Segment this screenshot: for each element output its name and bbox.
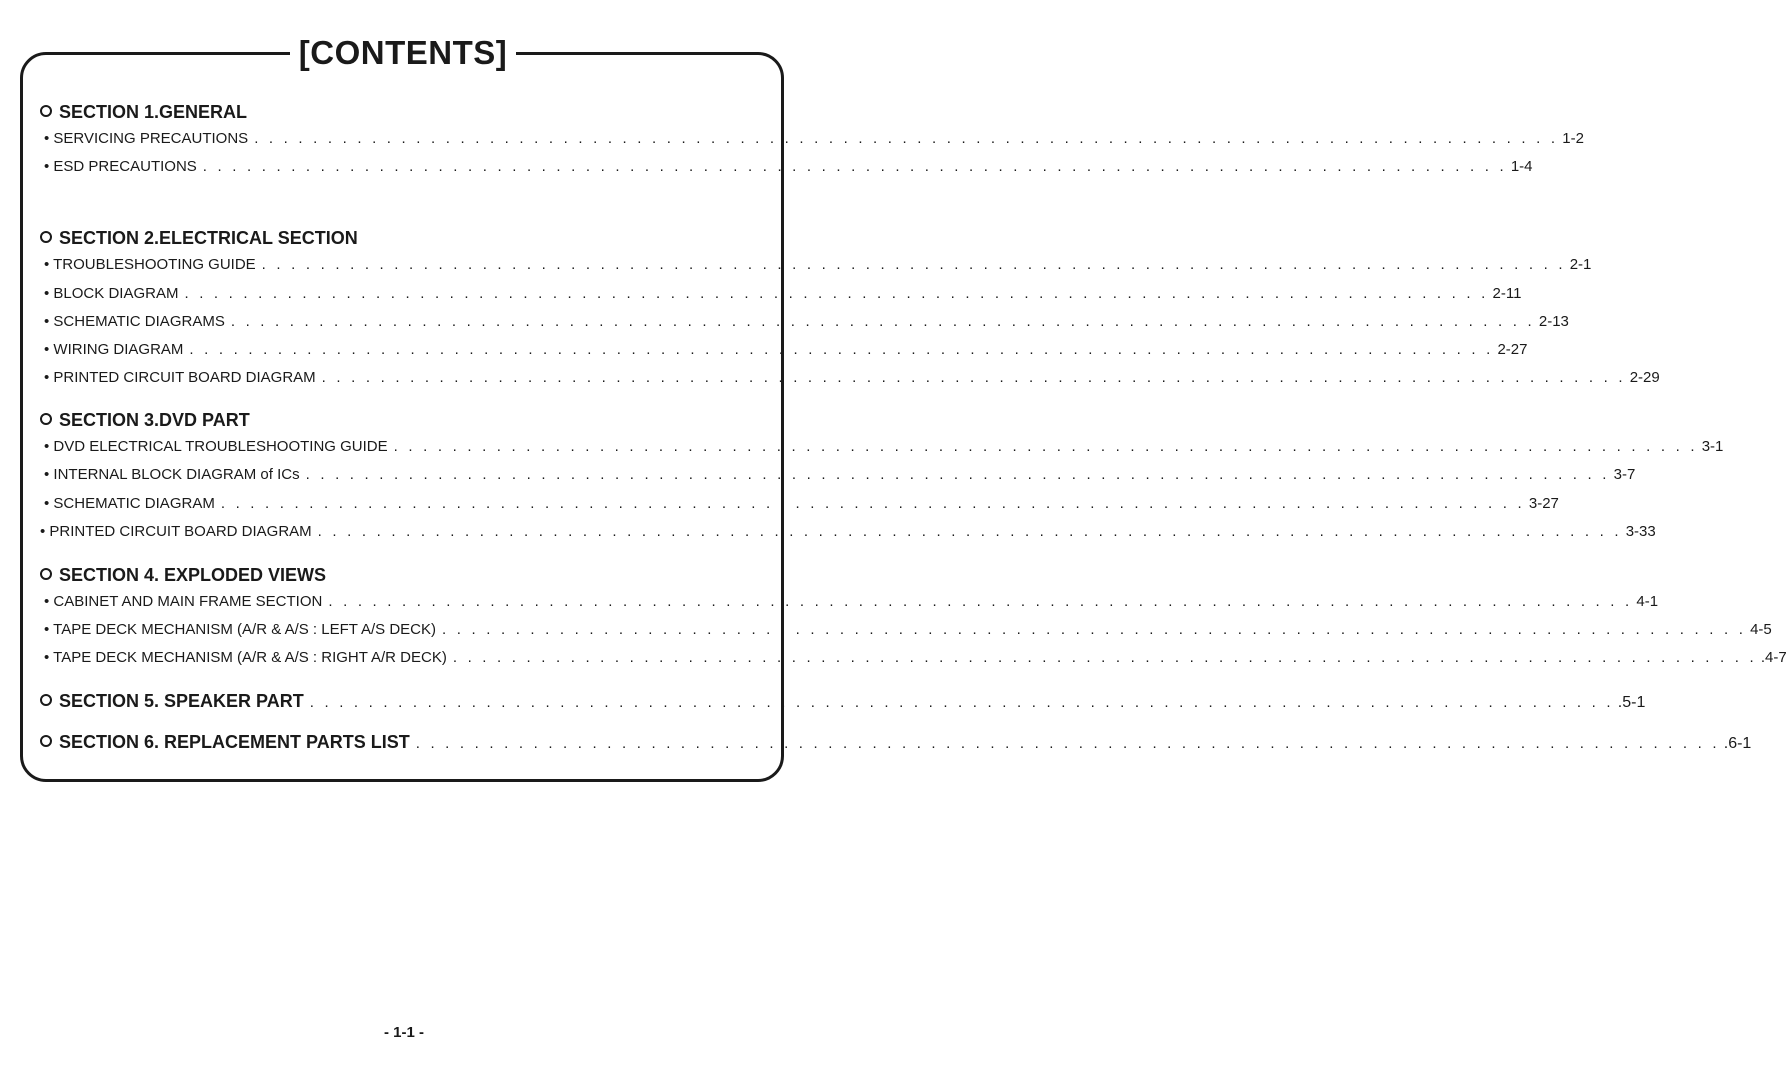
section-1-heading bbox=[40, 101, 247, 123]
toc-entry-page: 4-1 bbox=[1636, 593, 1659, 610]
toc-entry-page: 2-29 bbox=[1629, 369, 1660, 386]
section-1-title: SECTION 1.GENERAL bbox=[59, 102, 248, 122]
section-6-title bbox=[40, 731, 410, 753]
toc-entry bbox=[44, 340, 1528, 360]
page-number: - 1-1 - bbox=[383, 1024, 424, 1041]
toc-entry-label: • SCHEMATIC DIAGRAMS bbox=[44, 313, 225, 330]
toc-entry bbox=[44, 368, 1660, 388]
dot-leader: . . . . . . . . . . . . . . . . . . . . . . . . . . . . . . . . . . . . . . . . . . . . . . . . . . . . . . . . . . . . . . . . . . . . . . . . . . . . . . . . . . . . . . . . . bbox=[328, 593, 1633, 610]
toc-entry-page: 2-1 bbox=[1569, 256, 1592, 273]
toc-entry bbox=[44, 284, 1522, 304]
dot-leader: . . . . . . . . . . . . . . . . . . . . . . . . . . . . . . . . . . . . . . . . . . . . . . . . . . . . . . . . . . . . . . . . . . . . . . . . . . . . . . . . . . . . . . . . . bbox=[309, 694, 1614, 711]
toc-entry-page: 3-1 bbox=[1701, 438, 1724, 455]
dot-leader: . . . . . . . . . . . . . . . . . . . . . . . . . . . . . . . . . . . . . . . . . . . . . . . . . . . . . . . . . . . . . . . . . . . . . . . . . . . . . . . . . . . . . . . . . bbox=[184, 285, 1489, 302]
section-5-title bbox=[40, 690, 304, 712]
circle-bullet-icon bbox=[40, 231, 52, 243]
toc-entry-label: • DVD ELECTRICAL TROUBLESHOOTING GUIDE bbox=[44, 438, 388, 455]
toc-entry-label: • ESD PRECAUTIONS bbox=[44, 158, 197, 175]
toc-entry-page: 1-4 bbox=[1510, 158, 1533, 175]
page-title: [CONTENTS] bbox=[290, 30, 516, 76]
toc-entry-label: • TAPE DECK MECHANISM (A/R & A/S : RIGHT A/R DECK) bbox=[44, 649, 447, 666]
toc-entry-page: 2-11 bbox=[1492, 285, 1522, 302]
dot-leader: . . . . . . . . . . . . . . . . . . . . . . . . . . . . . . . . . . . . . . . . . . . . . . . . . . . . . . . . . . . . . . . . . . . . . . . . . . . . . . . . . . . . . . . . . bbox=[393, 438, 1698, 455]
section-5-heading bbox=[40, 690, 1646, 714]
section-5-title-text: SECTION 5. SPEAKER PART bbox=[59, 691, 304, 711]
toc-entry-page: 1-2 bbox=[1562, 130, 1584, 147]
dot-leader: . . . . . . . . . . . . . . . . . . . . . . . . . . . . . . . . . . . . . . . . . . . . . . . . . . . . . . . . . . . . . . . . . . . . . . . . . . . . . . . . . . . . . . . . . bbox=[415, 735, 1720, 752]
circle-bullet-icon bbox=[40, 694, 52, 706]
section-2-heading bbox=[40, 227, 358, 249]
dot-leader: . . . . . . . . . . . . . . . . . . . . . . . . . . . . . . . . . . . . . . . . . . . . . . . . . . . . . . . . . . . . . . . . . . . . . . . . . . . . . . . . . . . . . . . . . bbox=[189, 341, 1494, 358]
toc-entry-label: • BLOCK DIAGRAM bbox=[44, 285, 179, 302]
circle-bullet-icon bbox=[40, 568, 52, 580]
toc-entry bbox=[44, 592, 1659, 612]
dot-leader: . . . . . . . . . . . . . . . . . . . . . . . . . . . . . . . . . . . . . . . . . . . . . . . . . . . . . . . . . . . . . . . . . . . . . . . . . . . . . . . . . . . . . . . . . bbox=[220, 495, 1525, 512]
toc-entry-page: 2-27 bbox=[1497, 341, 1528, 358]
circle-bullet-icon bbox=[40, 105, 52, 117]
dot-leader: . . . . . . . . . . . . . . . . . . . . . . . . . . . . . . . . . . . . . . . . . . . . . . . . . . . . . . . . . . . . . . . . . . . . . . . . . . . . . . . . . . . . . . . . . bbox=[305, 466, 1610, 483]
toc-entry-label: • INTERNAL BLOCK DIAGRAM of ICs bbox=[44, 466, 300, 483]
toc-entry bbox=[44, 157, 1533, 177]
section-3-heading bbox=[40, 409, 250, 431]
toc-entry-label: • TAPE DECK MECHANISM (A/R & A/S : LEFT A/S DECK) bbox=[44, 621, 437, 638]
dot-leader: . . . . . . . . . . . . . . . . . . . . . . . . . . . . . . . . . . . . . . . . . . . . . . . . . . . . . . . . . . . . . . . . . . . . . . . . . . . . . . . . . . . . . . . . . bbox=[254, 130, 1559, 147]
toc-entry bbox=[44, 465, 1636, 485]
section-3-title: SECTION 3.DVD PART bbox=[59, 410, 250, 430]
section-6-title-text: SECTION 6. REPLACEMENT PARTS LIST bbox=[59, 732, 410, 752]
dot-leader: . . . . . . . . . . . . . . . . . . . . . . . . . . . . . . . . . . . . . . . . . . . . . . . . . . . . . . . . . . . . . . . . . . . . . . . . . . . . . . . . . . . . . . . . . bbox=[202, 158, 1507, 175]
toc-entry-label: • WIRING DIAGRAM bbox=[44, 341, 184, 358]
section-4-title: SECTION 4. EXPLODED VIEWS bbox=[59, 565, 327, 585]
dot-leader: . . . . . . . . . . . . . . . . . . . . . . . . . . . . . . . . . . . . . . . . . . . . . . . . . . . . . . . . . . . . . . . . . . . . . . . . . . . . . . . . . . . . . . . . . bbox=[442, 621, 1747, 638]
circle-bullet-icon bbox=[40, 413, 52, 425]
toc-entry bbox=[40, 522, 1656, 542]
toc-entry-page: 3-27 bbox=[1528, 495, 1559, 512]
toc-entry-page: 3-7 bbox=[1613, 466, 1636, 483]
toc-entry-page: .5-1 bbox=[1617, 694, 1646, 711]
toc-entry-label: • SCHEMATIC DIAGRAM bbox=[44, 495, 215, 512]
toc-entry bbox=[44, 312, 1569, 332]
dot-leader: . . . . . . . . . . . . . . . . . . . . . . . . . . . . . . . . . . . . . . . . . . . . . . . . . . . . . . . . . . . . . . . . . . . . . . . . . . . . . . . . . . . . . . . . . bbox=[230, 313, 1535, 330]
toc-entry bbox=[44, 648, 1787, 668]
section-6-heading bbox=[40, 731, 1752, 755]
toc-entry-page: 2-13 bbox=[1538, 313, 1569, 330]
toc-entry bbox=[44, 129, 1584, 149]
section-2-title: SECTION 2.ELECTRICAL SECTION bbox=[59, 228, 358, 248]
dot-leader: . . . . . . . . . . . . . . . . . . . . . . . . . . . . . . . . . . . . . . . . . . . . . . . . . . . . . . . . . . . . . . . . . . . . . . . . . . . . . . . . . . . . . . . . . bbox=[321, 369, 1626, 386]
dot-leader: . . . . . . . . . . . . . . . . . . . . . . . . . . . . . . . . . . . . . . . . . . . . . . . . . . . . . . . . . . . . . . . . . . . . . . . . . . . . . . . . . . . . . . . . . bbox=[317, 523, 1622, 540]
toc-entry bbox=[44, 437, 1724, 457]
toc-entry-page: .6-1 bbox=[1723, 735, 1752, 752]
section-4-heading bbox=[40, 564, 326, 586]
circle-bullet-icon bbox=[40, 735, 52, 747]
toc-entry-label: • PRINTED CIRCUIT BOARD DIAGRAM bbox=[44, 369, 316, 386]
toc-entry-label: • TROUBLESHOOTING GUIDE bbox=[44, 256, 256, 273]
toc-entry bbox=[44, 620, 1772, 640]
toc-entry-label: • SERVICING PRECAUTIONS bbox=[44, 130, 249, 147]
toc-entry-page: 4-5 bbox=[1750, 621, 1772, 638]
toc-entry-label: • PRINTED CIRCUIT BOARD DIAGRAM bbox=[40, 523, 312, 540]
dot-leader: . . . . . . . . . . . . . . . . . . . . . . . . . . . . . . . . . . . . . . . . . . . . . . . . . . . . . . . . . . . . . . . . . . . . . . . . . . . . . . . . . . . . . . . . . bbox=[452, 649, 1757, 666]
toc-entry-page: .4-7 bbox=[1760, 649, 1787, 666]
toc-entry-page: 3-33 bbox=[1625, 523, 1656, 540]
toc-entry bbox=[44, 494, 1559, 514]
dot-leader: . . . . . . . . . . . . . . . . . . . . . . . . . . . . . . . . . . . . . . . . . . . . . . . . . . . . . . . . . . . . . . . . . . . . . . . . . . . . . . . . . . . . . . . . . bbox=[261, 256, 1566, 273]
toc-entry bbox=[44, 255, 1592, 275]
toc-entry-label: • CABINET AND MAIN FRAME SECTION bbox=[44, 593, 323, 610]
